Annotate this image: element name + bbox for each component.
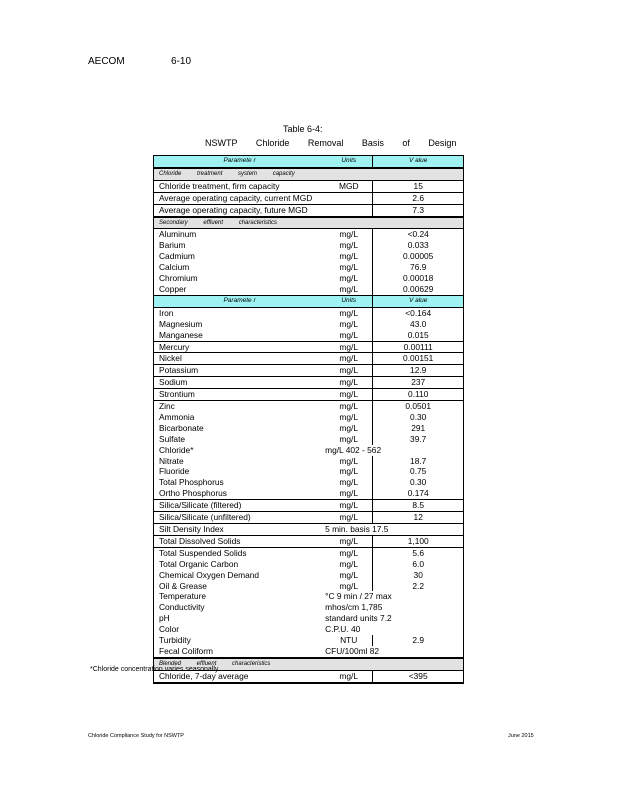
units-cell: mg/L xyxy=(325,377,373,389)
table-row xyxy=(154,273,464,284)
table-row xyxy=(154,423,464,434)
header-units: Units xyxy=(325,295,373,307)
parameter-cell: Iron xyxy=(159,307,174,318)
table-row xyxy=(154,524,464,536)
units-cell: mg/L xyxy=(325,365,373,377)
section-label: Secondary effluent characteristics xyxy=(154,217,464,229)
parameter-cell: Nickel xyxy=(154,353,326,365)
parameter-cell: Ammonia xyxy=(159,411,195,422)
parameter-cell: Temperature xyxy=(159,591,207,602)
parameter-cell: Manganese xyxy=(154,330,326,341)
value-cell: 8.5 xyxy=(373,500,464,512)
parameter-cell: Fluoride xyxy=(159,466,190,477)
table-row xyxy=(154,307,464,318)
parameter-cell: Calcium xyxy=(159,262,190,273)
units-cell: mg/L xyxy=(325,319,373,330)
table-row xyxy=(154,535,464,547)
parameter-cell: Sodium xyxy=(154,377,326,389)
units-cell: mhos/cm 1,785 xyxy=(325,602,383,613)
value-cell: 0.00018 xyxy=(403,273,434,284)
value-cell: 39.7 xyxy=(410,433,427,444)
parameter-cell: Cadmium xyxy=(159,251,195,262)
table-row xyxy=(154,262,464,273)
units-cell: CFU/100ml 82 xyxy=(325,645,380,656)
value-cell: 2.2 xyxy=(412,580,425,591)
table-row xyxy=(154,341,464,353)
value-cell: <0.24 xyxy=(407,229,429,240)
section-label: Blended effluent characteristics xyxy=(154,658,464,670)
units-cell: mg/L xyxy=(325,547,373,558)
value-cell: 15 xyxy=(373,180,464,192)
units-cell: standard units 7.2 xyxy=(325,613,392,624)
parameter-cell: Barium xyxy=(159,240,186,251)
table-row xyxy=(154,401,464,412)
value-cell: 2.9 xyxy=(412,635,425,646)
units-cell: mg/L xyxy=(325,229,373,240)
table-row xyxy=(154,389,464,401)
header-units: Units xyxy=(325,156,373,168)
units-cell: mg/L xyxy=(325,341,373,353)
units-cell: mg/L xyxy=(325,401,373,412)
parameter-cell: Average operating capacity, current MGD xyxy=(154,192,326,204)
table-row xyxy=(154,624,464,635)
table-row xyxy=(154,319,464,330)
value-cell: 6.0 xyxy=(412,558,425,569)
table-row xyxy=(154,613,464,624)
units-cell xyxy=(325,204,373,216)
units-cell: MGD xyxy=(325,180,373,192)
parameter-cell: Fecal Coliform xyxy=(159,645,213,656)
value-cell: 291 xyxy=(411,422,426,433)
section-chloride-treatment xyxy=(154,168,464,180)
parameter-cell: Strontium xyxy=(154,389,326,401)
parameter-cell: Total Dissolved Solids xyxy=(154,535,326,547)
units-cell: C.P.U. 40 xyxy=(325,624,361,635)
units-cell: mg/L xyxy=(325,477,373,488)
table-row xyxy=(154,251,464,262)
parameter-cell: Copper xyxy=(159,283,187,294)
units-cell: mg/L xyxy=(325,670,373,682)
value-cell: 0.015 xyxy=(373,330,464,341)
parameter-cell: Average operating capacity, future MGD xyxy=(159,204,308,215)
value-cell: 237 xyxy=(373,377,464,389)
parameter-cell: Zinc xyxy=(159,401,175,412)
value-cell: 0.75 xyxy=(410,466,427,477)
units-cell: mg/L xyxy=(325,353,373,365)
parameter-cell: Chromium xyxy=(159,273,198,284)
parameter-cell: Sulfate xyxy=(159,433,186,444)
units-cell: mg/L 402 - 562 xyxy=(325,444,382,455)
parameter-cell: Conductivity xyxy=(159,602,205,613)
table-row xyxy=(154,365,464,377)
footnote: *Chloride concentration varies seasonally xyxy=(90,666,219,673)
table-row xyxy=(154,180,464,192)
value-cell: 0.00111 xyxy=(373,341,464,353)
table-row xyxy=(154,635,464,646)
table-header-row xyxy=(154,295,464,307)
value-cell: 2.6 xyxy=(373,192,464,204)
table-row xyxy=(154,284,464,295)
value-cell: 12 xyxy=(373,512,464,524)
units-cell: mg/L xyxy=(325,500,373,512)
table-row xyxy=(154,192,464,204)
footer-right: June 2015 xyxy=(508,733,534,739)
table-row xyxy=(154,412,464,423)
units-cell: 5 min. basis 17.5 xyxy=(325,524,389,534)
parameter-cell: Total Phosphorus xyxy=(159,477,224,488)
table-row xyxy=(154,240,464,251)
parameter-cell: Ortho Phosphorus xyxy=(154,488,326,499)
parameter-cell: pH xyxy=(159,613,170,624)
value-cell: 0.00151 xyxy=(373,353,464,365)
value-cell: 12.9 xyxy=(373,365,464,377)
value-cell: 0.110 xyxy=(373,389,464,401)
value-cell: 0.30 xyxy=(410,477,427,488)
value-cell: 0.0501 xyxy=(405,401,431,412)
parameter-cell: Chloride* xyxy=(159,444,194,455)
units-cell: mg/L xyxy=(325,284,373,295)
parameter-cell: Chloride treatment, firm capacity xyxy=(154,180,326,192)
section-label: Chloride treatment system capacity xyxy=(154,168,464,180)
units-cell: mg/L xyxy=(325,559,373,570)
units-cell: mg/L xyxy=(325,307,373,318)
units-cell: mg/L xyxy=(325,581,373,592)
value-cell: 18.7 xyxy=(410,455,427,466)
value-cell: 5.6 xyxy=(412,547,425,558)
value-cell: <0.164 xyxy=(405,307,432,318)
page-number: 6-10 xyxy=(171,56,192,67)
value-cell xyxy=(373,646,464,658)
value-cell: 0.00005 xyxy=(403,251,434,262)
parameter-cell: Silt Density Index xyxy=(154,524,326,536)
table-row xyxy=(154,570,464,581)
units-cell: mg/L xyxy=(325,423,373,434)
table-row xyxy=(154,434,464,445)
value-cell: 1,100 xyxy=(373,535,464,547)
units-cell: mg/L xyxy=(325,570,373,581)
company-name: AECOM xyxy=(88,56,125,67)
parameter-cell: Chloride, 7-day average xyxy=(159,670,249,681)
value-cell: 30 xyxy=(413,569,423,580)
table-row xyxy=(154,500,464,512)
table-row xyxy=(154,559,464,570)
parameter-cell: Color xyxy=(159,624,180,635)
table-subtitle: NSWTP Chloride Removal Basis of Design xyxy=(205,138,457,148)
units-cell: °C 9 min / 27 max xyxy=(325,591,392,602)
parameter-cell: Total Suspended Solids xyxy=(159,547,247,558)
table-row xyxy=(154,488,464,499)
parameter-cell: Bicarbonate xyxy=(159,422,204,433)
table-row xyxy=(154,602,464,613)
value-cell: 76.9 xyxy=(410,262,427,273)
parameter-cell: Aluminum xyxy=(159,229,197,240)
parameter-cell: Potassium xyxy=(154,365,326,377)
parameter-cell: Total Organic Carbon xyxy=(159,558,239,569)
value-cell: 0.00629 xyxy=(403,283,434,294)
table-row xyxy=(154,456,464,467)
table-title: Table 6-4: xyxy=(283,124,323,134)
table-row xyxy=(154,512,464,524)
value-cell xyxy=(373,602,464,613)
units-cell: mg/L xyxy=(325,389,373,401)
table-row xyxy=(154,466,464,477)
value-cell xyxy=(373,624,464,635)
units-cell: mg/L xyxy=(325,262,373,273)
footer-left: Chloride Compliance Study for NSWTP xyxy=(88,733,184,739)
units-cell: NTU xyxy=(325,635,373,646)
units-cell: mg/L xyxy=(325,535,373,547)
table-row xyxy=(154,377,464,389)
parameter-cell: Magnesium xyxy=(159,318,203,329)
table-row xyxy=(154,547,464,558)
table-header-row xyxy=(154,156,464,168)
header-value: V alue xyxy=(373,295,464,307)
value-cell: 0.30 xyxy=(410,411,427,422)
units-cell: mg/L xyxy=(325,512,373,524)
table-row xyxy=(154,445,464,456)
table-row xyxy=(154,204,464,216)
section-secondary-effluent xyxy=(154,217,464,229)
header-parameter: Paramete r xyxy=(154,156,326,168)
table-row xyxy=(154,581,464,592)
units-cell: mg/L xyxy=(325,466,373,477)
parameter-cell: Oil & Grease xyxy=(159,580,207,591)
table-row xyxy=(154,229,464,240)
parameter-cell: Turbidity xyxy=(159,635,191,646)
units-cell: mg/L xyxy=(325,273,373,284)
parameter-cell: Mercury xyxy=(154,341,326,353)
header-parameter: Paramete r xyxy=(154,295,326,307)
value-cell: 43.0 xyxy=(410,318,427,329)
header-value: V alue xyxy=(373,156,464,168)
value-cell: 0.174 xyxy=(373,488,464,499)
basis-of-design-table xyxy=(153,155,464,684)
table-row xyxy=(154,477,464,488)
value-cell: 7.3 xyxy=(412,204,425,215)
units-cell: mg/L xyxy=(325,456,373,467)
units-cell: mg/L xyxy=(325,412,373,423)
table-row xyxy=(154,591,464,602)
parameter-cell: Nitrate xyxy=(159,455,184,466)
parameter-cell: Silica/Silicate (filtered) xyxy=(154,500,326,512)
value-cell: <395 xyxy=(408,670,428,681)
units-cell xyxy=(325,192,373,204)
units-cell: mg/L xyxy=(325,330,373,341)
units-cell: mg/L xyxy=(325,434,373,445)
table-row xyxy=(154,646,464,658)
parameter-cell: Chemical Oxygen Demand xyxy=(159,569,260,580)
value-cell xyxy=(373,445,464,456)
table-row xyxy=(154,330,464,341)
parameter-cell: Silica/Silicate (unfiltered) xyxy=(154,512,326,524)
value-cell: 0.033 xyxy=(407,240,429,251)
units-cell: mg/L xyxy=(325,251,373,262)
table-row xyxy=(154,353,464,365)
units-cell: mg/L xyxy=(325,488,373,499)
units-cell: mg/L xyxy=(325,240,373,251)
